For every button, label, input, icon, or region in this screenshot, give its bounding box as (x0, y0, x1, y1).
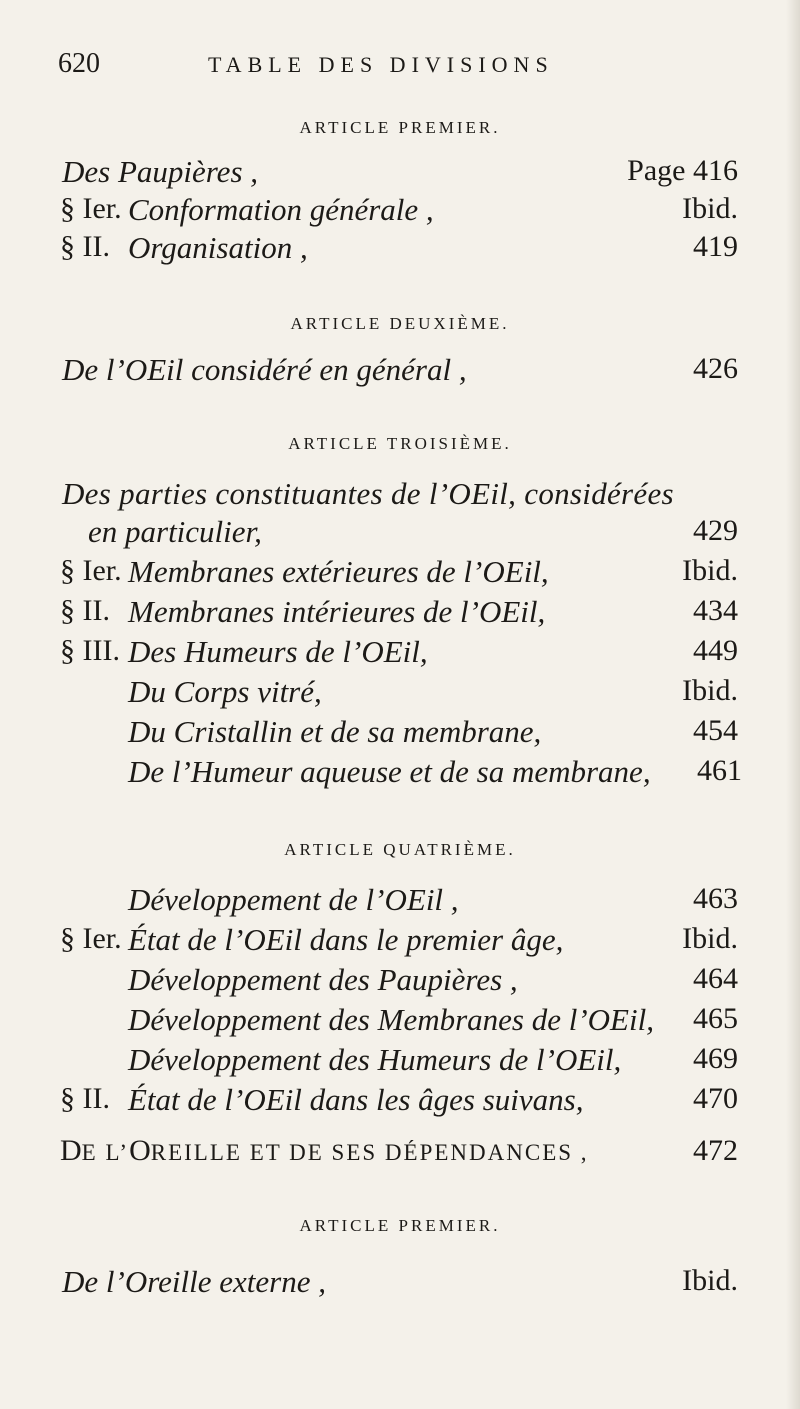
entry-title: Développement des Paupières , (128, 962, 518, 997)
entry-title: État de l’OEil dans les âges suivans, (128, 1082, 584, 1117)
entry-page: 419 (693, 230, 738, 263)
toc-entry-etat-ages-suivans (60, 1082, 738, 1122)
toc-entry-parties-line2 (60, 514, 738, 554)
entry-page: Ibid. (682, 554, 738, 587)
toc-entry-dev-humeurs (60, 1042, 738, 1082)
entry-title: Organisation , (128, 230, 308, 265)
toc-entry-organisation (60, 230, 738, 270)
toc-entry-paupieres (60, 154, 738, 194)
toc-entry-cristallin (60, 714, 738, 754)
entry-page: 434 (693, 594, 738, 627)
entry-title: Développement des Membranes de l’OEil, (128, 1002, 654, 1037)
entry-page: 454 (693, 714, 738, 747)
entry-page: 464 (693, 962, 738, 995)
entry-title: Du Corps vitré, (128, 674, 322, 709)
toc-entry-parties-line1 (60, 476, 760, 516)
heading-article-deuxieme: ARTICLE DEUXIÈME. (290, 314, 510, 333)
running-title: TABLE DES DIVISIONS (208, 52, 554, 77)
entry-page: 429 (693, 514, 738, 547)
entry-title: De l’OEil considéré en général , (62, 352, 467, 387)
entry-section: § II. (60, 594, 110, 627)
entry-page: 426 (693, 352, 738, 385)
entry-page: Ibid. (682, 1264, 738, 1297)
heading-article-troisieme: ARTICLE TROISIÈME. (288, 434, 512, 453)
entry-page: 472 (693, 1134, 738, 1167)
entry-title: De l’Oreille externe , (62, 1264, 326, 1299)
entry-page: Page 416 (627, 154, 738, 187)
entry-page: 461 (697, 754, 742, 787)
page-edge-shadow (786, 0, 800, 1409)
running-head (58, 48, 760, 88)
toc-entry-conformation (60, 192, 738, 232)
heading-article-premier: ARTICLE PREMIER. (299, 118, 501, 137)
heading-article-premier-oreille: ARTICLE PREMIER. (299, 1216, 501, 1235)
entry-title: Membranes extérieures de l’OEil, (128, 554, 549, 589)
title-initial-d: D (60, 1134, 82, 1167)
title-part-2: REILLE ET DE SES DÉPENDANCES , (150, 1140, 589, 1165)
entry-section: § II. (60, 230, 110, 263)
toc-entry-membranes-int (60, 594, 738, 634)
entry-section: § Ier. (60, 922, 122, 955)
entry-page: 463 (693, 882, 738, 915)
title-initial-o: O (129, 1134, 151, 1167)
toc-entry-dev-paupieres (60, 962, 738, 1002)
page-number: 620 (58, 48, 100, 79)
entry-section: § Ier. (60, 554, 122, 587)
entry-page: 449 (693, 634, 738, 667)
entry-page: Ibid. (682, 674, 738, 707)
toc-entry-corps-vitre (60, 674, 738, 714)
toc-entry-developpement (60, 882, 738, 922)
entry-section: § III. (60, 634, 120, 667)
entry-title: De l’Humeur aqueuse et de sa membrane, (128, 754, 651, 789)
entry-title: Des parties constituantes de l’OEil, considérées (62, 476, 674, 511)
entry-page: Ibid. (682, 192, 738, 225)
entry-section: § Ier. (60, 192, 122, 225)
toc-entry-dev-membranes (60, 1002, 738, 1042)
entry-page: Ibid. (682, 922, 738, 955)
heading-article-quatrieme: ARTICLE QUATRIÈME. (284, 840, 516, 859)
entry-title: Du Cristallin et de sa membrane, (128, 714, 542, 749)
toc-entry-humeur-aqueuse (60, 754, 742, 794)
toc-entry-membranes-ext (60, 554, 738, 594)
toc-entry-oreille (60, 1134, 738, 1174)
entry-title: Développement de l’OEil , (128, 882, 459, 917)
toc-entry-etat-premier-age (60, 922, 738, 962)
entry-title: Conformation générale , (128, 192, 434, 227)
entry-title: État de l’OEil dans le premier âge, (128, 922, 564, 957)
entry-title: Développement des Humeurs de l’OEil, (128, 1042, 622, 1077)
entry-title: en particulier, (88, 514, 262, 549)
entry-title (60, 1134, 589, 1168)
title-part-1: E L’ (81, 1140, 130, 1165)
entry-page: 469 (693, 1042, 738, 1075)
entry-page: 470 (693, 1082, 738, 1115)
toc-entry-oeil-general (60, 352, 738, 392)
entry-title: Des Humeurs de l’OEil, (128, 634, 428, 669)
toc-entry-oreille-externe (60, 1264, 738, 1304)
entry-page: 465 (693, 1002, 738, 1035)
entry-title: Membranes intérieures de l’OEil, (128, 594, 546, 629)
toc-entry-humeurs (60, 634, 738, 674)
entry-section: § II. (60, 1082, 110, 1115)
entry-title: Des Paupières , (62, 154, 259, 189)
